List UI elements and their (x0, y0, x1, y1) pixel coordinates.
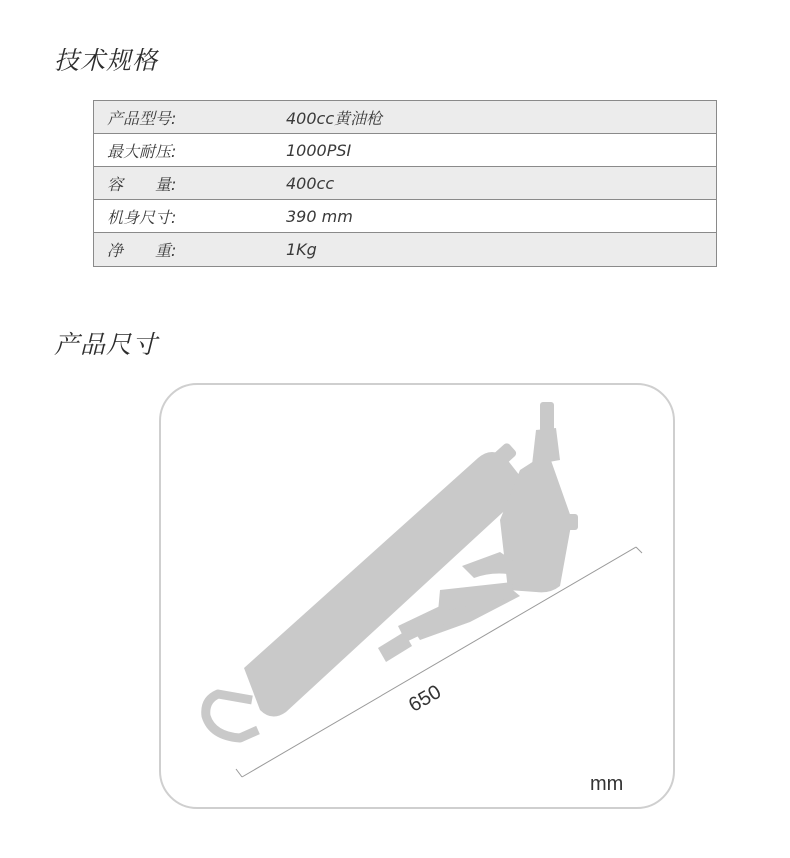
spec-label: 产品型号: (107, 108, 177, 128)
spec-value: 400cc (286, 173, 335, 193)
spec-value: 1000PSI (286, 140, 352, 160)
spec-value: 390 mm (286, 206, 353, 226)
spec-label: 容 量: (107, 174, 177, 194)
spec-label: 净 重: (107, 241, 177, 260)
dimension-value: 650 (405, 680, 445, 717)
grease-gun-icon (206, 402, 578, 738)
specs-section-title: 技术规格 (54, 46, 159, 75)
spec-label: 机身尺寸: (107, 207, 177, 227)
unit-label: mm (590, 773, 624, 795)
spec-label: 最大耐压: (107, 141, 177, 161)
size-section-title: 产品尺寸 (54, 330, 159, 359)
spec-value: 1Kg (286, 240, 317, 259)
spec-value: 400cc黄油枪 (286, 108, 383, 128)
